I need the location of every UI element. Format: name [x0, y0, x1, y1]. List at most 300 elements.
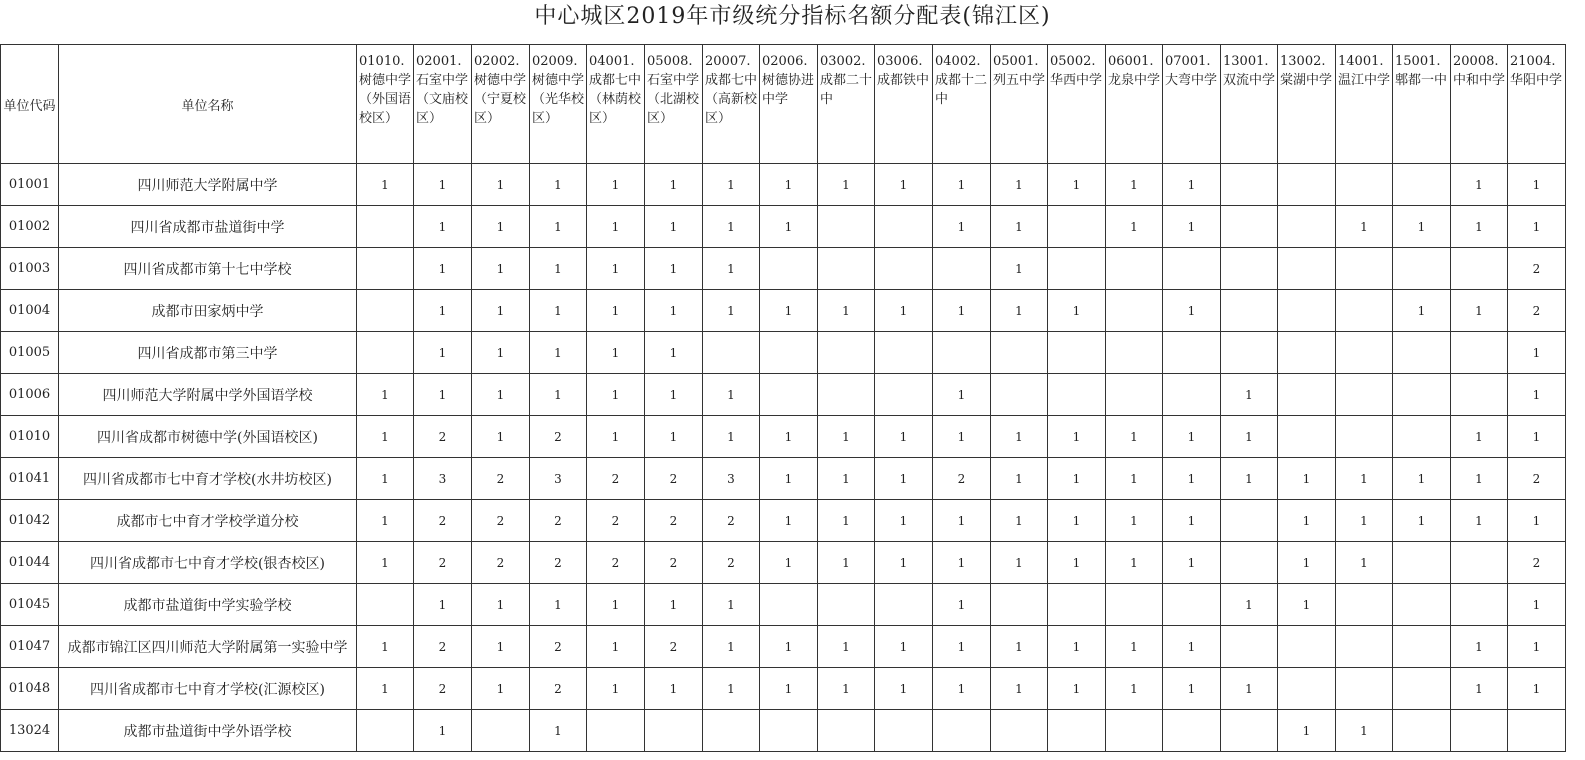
unit-code-cell: 01001 [1, 164, 59, 206]
table-row [1, 164, 1566, 206]
quota-cell [1106, 584, 1163, 626]
table-body [1, 164, 1566, 752]
quota-cell: 1 [1106, 164, 1163, 206]
unit-name-cell: 成都市盐道街中学外语学校 [59, 710, 357, 752]
quota-cell [1278, 332, 1336, 374]
header-school: 03002.成都二十中 [818, 45, 875, 164]
unit-name-cell: 四川省成都市七中育才学校(银杏校区) [59, 542, 357, 584]
quota-cell: 1 [875, 626, 933, 668]
quota-cell: 1 [645, 332, 703, 374]
quota-cell: 1 [760, 458, 818, 500]
header-row [1, 45, 1566, 164]
quota-cell: 1 [1048, 164, 1106, 206]
quota-cell [1163, 710, 1221, 752]
quota-cell: 1 [818, 500, 875, 542]
quota-cell: 1 [472, 164, 530, 206]
quota-cell: 1 [760, 626, 818, 668]
quota-cell: 1 [357, 668, 414, 710]
quota-cell: 1 [1451, 668, 1508, 710]
quota-cell: 1 [1336, 458, 1393, 500]
quota-cell: 1 [1106, 542, 1163, 584]
header-school: 06001.龙泉中学 [1106, 45, 1163, 164]
quota-cell: 1 [1221, 458, 1278, 500]
quota-cell: 1 [933, 374, 991, 416]
quota-cell: 1 [1163, 290, 1221, 332]
quota-cell: 1 [472, 332, 530, 374]
quota-cell [587, 710, 645, 752]
quota-cell: 2 [414, 542, 472, 584]
quota-cell [1451, 542, 1508, 584]
quota-cell [1336, 374, 1393, 416]
quota-cell [357, 332, 414, 374]
quota-cell: 2 [530, 668, 587, 710]
quota-cell: 1 [1163, 668, 1221, 710]
quota-cell [818, 248, 875, 290]
header-school: 02009.树德中学（光华校区） [530, 45, 587, 164]
quota-cell: 1 [1106, 668, 1163, 710]
quota-cell: 1 [357, 374, 414, 416]
quota-cell: 2 [414, 626, 472, 668]
quota-cell [1048, 332, 1106, 374]
quota-cell: 1 [357, 416, 414, 458]
quota-cell [1393, 710, 1451, 752]
quota-cell [760, 710, 818, 752]
unit-code-cell: 01041 [1, 458, 59, 500]
unit-name-cell: 四川省成都市盐道街中学 [59, 206, 357, 248]
quota-cell: 1 [1048, 458, 1106, 500]
quota-cell [933, 710, 991, 752]
quota-cell [1221, 290, 1278, 332]
quota-cell: 1 [1278, 542, 1336, 584]
quota-cell [357, 584, 414, 626]
quota-cell: 1 [760, 164, 818, 206]
header-school: 01010.树德中学（外国语校区） [357, 45, 414, 164]
quota-cell: 2 [530, 500, 587, 542]
unit-code-cell: 01045 [1, 584, 59, 626]
quota-cell [933, 332, 991, 374]
quota-cell: 1 [703, 668, 760, 710]
quota-cell: 2 [472, 458, 530, 500]
quota-cell [1278, 626, 1336, 668]
quota-cell: 1 [933, 668, 991, 710]
quota-cell [1048, 248, 1106, 290]
unit-name-cell: 四川省成都市树德中学(外国语校区) [59, 416, 357, 458]
header-school: 04002.成都十二中 [933, 45, 991, 164]
unit-code-cell: 01003 [1, 248, 59, 290]
quota-cell: 2 [414, 668, 472, 710]
quota-cell [875, 710, 933, 752]
unit-code-cell: 13024 [1, 710, 59, 752]
unit-code-cell: 01002 [1, 206, 59, 248]
quota-cell: 1 [1336, 500, 1393, 542]
quota-cell: 1 [818, 668, 875, 710]
quota-cell: 1 [414, 584, 472, 626]
quota-cell [818, 710, 875, 752]
table-row [1, 458, 1566, 500]
quota-cell: 2 [414, 416, 472, 458]
quota-cell: 3 [703, 458, 760, 500]
quota-cell: 1 [933, 164, 991, 206]
table-row [1, 710, 1566, 752]
header-school: 07001.大弯中学 [1163, 45, 1221, 164]
quota-cell: 1 [1336, 542, 1393, 584]
quota-cell: 1 [1336, 206, 1393, 248]
quota-cell: 1 [1048, 416, 1106, 458]
quota-cell: 2 [703, 542, 760, 584]
quota-cell: 1 [587, 290, 645, 332]
quota-cell: 1 [1278, 584, 1336, 626]
quota-cell: 1 [703, 416, 760, 458]
quota-cell [875, 248, 933, 290]
quota-cell [1393, 668, 1451, 710]
quota-cell [703, 332, 760, 374]
quota-cell: 1 [818, 458, 875, 500]
quota-cell [1451, 374, 1508, 416]
quota-cell: 1 [645, 206, 703, 248]
quota-cell: 1 [1508, 206, 1566, 248]
quota-cell [1163, 374, 1221, 416]
unit-code-cell: 01010 [1, 416, 59, 458]
quota-cell: 1 [703, 626, 760, 668]
quota-cell [1221, 248, 1278, 290]
quota-cell: 1 [818, 290, 875, 332]
quota-cell [1393, 332, 1451, 374]
quota-cell: 1 [1278, 500, 1336, 542]
quota-cell [1336, 584, 1393, 626]
quota-cell: 1 [933, 206, 991, 248]
quota-cell: 1 [1508, 584, 1566, 626]
quota-cell [818, 374, 875, 416]
quota-cell: 1 [530, 332, 587, 374]
quota-cell: 1 [760, 542, 818, 584]
quota-cell [703, 710, 760, 752]
table-row [1, 416, 1566, 458]
unit-code-cell: 01042 [1, 500, 59, 542]
quota-cell: 1 [1393, 458, 1451, 500]
quota-cell: 1 [933, 290, 991, 332]
quota-cell: 1 [1048, 290, 1106, 332]
quota-cell: 1 [1221, 416, 1278, 458]
quota-cell: 1 [645, 164, 703, 206]
quota-cell [1106, 710, 1163, 752]
quota-cell [1278, 416, 1336, 458]
table-row [1, 626, 1566, 668]
table-row [1, 668, 1566, 710]
quota-cell: 1 [1336, 710, 1393, 752]
quota-cell: 1 [703, 164, 760, 206]
quota-cell: 1 [414, 290, 472, 332]
quota-cell [875, 584, 933, 626]
quota-cell: 2 [587, 542, 645, 584]
quota-cell: 1 [530, 164, 587, 206]
quota-cell: 1 [703, 374, 760, 416]
quota-cell: 1 [1048, 626, 1106, 668]
unit-name-cell: 四川省成都市第十七中学校 [59, 248, 357, 290]
quota-cell [1221, 626, 1278, 668]
quota-cell: 1 [1048, 500, 1106, 542]
quota-cell: 2 [703, 500, 760, 542]
quota-cell [357, 248, 414, 290]
quota-cell [991, 710, 1048, 752]
quota-cell [1393, 416, 1451, 458]
unit-name-cell: 成都市锦江区四川师范大学附属第一实验中学 [59, 626, 357, 668]
quota-cell: 1 [1508, 500, 1566, 542]
header-unit-code: 单位代码 [1, 45, 59, 164]
quota-cell: 1 [414, 332, 472, 374]
unit-name-cell: 四川省成都市第三中学 [59, 332, 357, 374]
quota-cell [1451, 584, 1508, 626]
table-row [1, 542, 1566, 584]
quota-cell: 1 [587, 626, 645, 668]
quota-cell: 1 [1451, 206, 1508, 248]
quota-cell: 1 [991, 542, 1048, 584]
page-title: 中心城区2019年市级统分指标名额分配表(锦江区) [534, 4, 1051, 29]
quota-cell: 1 [760, 206, 818, 248]
quota-cell [1278, 668, 1336, 710]
quota-cell [1278, 374, 1336, 416]
quota-cell [1336, 164, 1393, 206]
unit-code-cell: 01044 [1, 542, 59, 584]
header-school: 15001.郫都一中 [1393, 45, 1451, 164]
quota-cell: 1 [991, 668, 1048, 710]
quota-cell: 1 [1278, 710, 1336, 752]
quota-cell: 1 [357, 542, 414, 584]
quota-cell: 1 [875, 458, 933, 500]
quota-cell: 2 [472, 542, 530, 584]
unit-name-cell: 成都市田家炳中学 [59, 290, 357, 332]
quota-cell: 1 [645, 668, 703, 710]
quota-cell: 1 [1451, 164, 1508, 206]
quota-cell: 1 [472, 416, 530, 458]
quota-cell: 1 [587, 248, 645, 290]
quota-cell [1221, 164, 1278, 206]
quota-cell: 1 [991, 458, 1048, 500]
quota-cell: 1 [875, 500, 933, 542]
quota-cell [760, 584, 818, 626]
unit-name-cell: 成都市七中育才学校学道分校 [59, 500, 357, 542]
unit-name-cell: 四川省成都市七中育才学校(汇源校区) [59, 668, 357, 710]
quota-cell: 1 [703, 290, 760, 332]
quota-cell [760, 332, 818, 374]
unit-name-cell: 四川师范大学附属中学外国语学校 [59, 374, 357, 416]
quota-cell [875, 374, 933, 416]
quota-cell: 2 [933, 458, 991, 500]
quota-cell: 1 [875, 416, 933, 458]
quota-cell: 1 [357, 500, 414, 542]
quota-cell: 1 [587, 164, 645, 206]
quota-cell [1221, 710, 1278, 752]
quota-cell: 1 [1163, 542, 1221, 584]
quota-cell: 2 [1508, 290, 1566, 332]
header-school: 05008.石室中学（北湖校区） [645, 45, 703, 164]
quota-cell: 1 [530, 206, 587, 248]
quota-cell: 1 [818, 626, 875, 668]
quota-cell [760, 248, 818, 290]
quota-cell: 1 [1221, 584, 1278, 626]
quota-cell: 1 [472, 248, 530, 290]
header-school: 13001.双流中学 [1221, 45, 1278, 164]
header-school: 02002.树德中学（宁夏校区） [472, 45, 530, 164]
quota-cell: 1 [933, 626, 991, 668]
quota-cell: 2 [530, 416, 587, 458]
table-row [1, 500, 1566, 542]
header-school: 21004.华阳中学 [1508, 45, 1566, 164]
quota-cell [875, 206, 933, 248]
quota-cell [1278, 164, 1336, 206]
header-school: 03006.成都铁中 [875, 45, 933, 164]
quota-cell: 1 [1163, 458, 1221, 500]
quota-cell: 1 [1163, 626, 1221, 668]
header-school: 02001.石室中学（文庙校区） [414, 45, 472, 164]
quota-cell: 1 [530, 248, 587, 290]
quota-cell: 3 [530, 458, 587, 500]
quota-cell [991, 332, 1048, 374]
quota-cell: 1 [1163, 500, 1221, 542]
quota-cell: 2 [472, 500, 530, 542]
quota-cell: 2 [645, 500, 703, 542]
quota-cell [1106, 290, 1163, 332]
quota-cell [991, 374, 1048, 416]
quota-cell: 1 [530, 290, 587, 332]
quota-cell [1278, 290, 1336, 332]
quota-cell: 1 [875, 668, 933, 710]
quota-cell: 1 [414, 374, 472, 416]
quota-cell: 1 [1451, 500, 1508, 542]
quota-cell [1278, 206, 1336, 248]
quota-cell: 1 [1278, 458, 1336, 500]
header-school: 20007.成都七中（高新校区） [703, 45, 760, 164]
quota-cell [1451, 332, 1508, 374]
quota-cell: 1 [991, 164, 1048, 206]
quota-cell: 1 [472, 374, 530, 416]
quota-cell: 1 [875, 164, 933, 206]
quota-cell [991, 584, 1048, 626]
quota-cell: 1 [760, 416, 818, 458]
quota-cell [818, 332, 875, 374]
quota-cell [818, 584, 875, 626]
quota-cell: 1 [991, 206, 1048, 248]
unit-name-cell: 成都市盐道街中学实验学校 [59, 584, 357, 626]
quota-cell: 1 [933, 500, 991, 542]
unit-code-cell: 01048 [1, 668, 59, 710]
quota-cell [1393, 374, 1451, 416]
quota-cell: 1 [1451, 290, 1508, 332]
header-school: 20008.中和中学 [1451, 45, 1508, 164]
quota-cell: 2 [414, 500, 472, 542]
quota-cell: 1 [703, 584, 760, 626]
quota-cell [1336, 416, 1393, 458]
quota-cell: 1 [875, 542, 933, 584]
quota-cell [1048, 374, 1106, 416]
unit-code-cell: 01006 [1, 374, 59, 416]
quota-cell: 1 [818, 164, 875, 206]
quota-cell: 1 [414, 206, 472, 248]
quota-cell: 1 [1508, 164, 1566, 206]
quota-cell: 1 [1451, 626, 1508, 668]
quota-cell: 1 [1048, 668, 1106, 710]
unit-name-cell: 四川省成都市七中育才学校(水井坊校区) [59, 458, 357, 500]
quota-cell: 1 [587, 416, 645, 458]
table-row [1, 248, 1566, 290]
quota-cell [1106, 248, 1163, 290]
header-unit-name: 单位名称 [59, 45, 357, 164]
quota-cell: 3 [414, 458, 472, 500]
quota-cell: 1 [1221, 374, 1278, 416]
header-school: 05001.列五中学 [991, 45, 1048, 164]
quota-cell: 1 [703, 248, 760, 290]
quota-cell: 1 [1048, 542, 1106, 584]
quota-cell [1393, 626, 1451, 668]
quota-cell [1221, 206, 1278, 248]
quota-cell: 1 [1508, 626, 1566, 668]
quota-cell: 1 [530, 374, 587, 416]
quota-cell [1393, 542, 1451, 584]
quota-cell: 1 [991, 248, 1048, 290]
quota-cell: 1 [645, 290, 703, 332]
quota-cell: 1 [760, 668, 818, 710]
quota-cell [1393, 584, 1451, 626]
quota-cell: 1 [1393, 500, 1451, 542]
quota-cell [1163, 332, 1221, 374]
quota-cell: 1 [991, 416, 1048, 458]
quota-cell: 1 [587, 668, 645, 710]
header-school: 04001.成都七中（林荫校区） [587, 45, 645, 164]
quota-cell [357, 206, 414, 248]
quota-cell: 2 [1508, 458, 1566, 500]
quota-cell [1048, 206, 1106, 248]
quota-cell [933, 248, 991, 290]
quota-cell: 2 [645, 542, 703, 584]
quota-cell [1221, 332, 1278, 374]
quota-table [0, 44, 1566, 752]
quota-cell: 1 [818, 542, 875, 584]
quota-cell [1336, 626, 1393, 668]
quota-cell: 1 [587, 374, 645, 416]
quota-cell: 1 [587, 206, 645, 248]
quota-cell [1336, 290, 1393, 332]
quota-cell: 1 [1221, 668, 1278, 710]
quota-cell: 1 [760, 290, 818, 332]
quota-cell: 1 [472, 206, 530, 248]
quota-cell: 1 [645, 416, 703, 458]
quota-cell [472, 710, 530, 752]
quota-cell: 1 [472, 584, 530, 626]
quota-cell: 1 [1393, 206, 1451, 248]
quota-cell: 1 [1106, 500, 1163, 542]
unit-code-cell: 01004 [1, 290, 59, 332]
quota-cell: 1 [991, 290, 1048, 332]
header-school: 14001.温江中学 [1336, 45, 1393, 164]
quota-cell: 1 [1508, 668, 1566, 710]
quota-cell: 1 [472, 290, 530, 332]
quota-cell: 1 [645, 584, 703, 626]
quota-cell [357, 290, 414, 332]
quota-cell: 1 [991, 626, 1048, 668]
header-school: 13002.棠湖中学 [1278, 45, 1336, 164]
quota-cell: 2 [1508, 248, 1566, 290]
quota-cell [1278, 248, 1336, 290]
quota-cell: 1 [357, 458, 414, 500]
quota-cell: 1 [818, 416, 875, 458]
quota-cell: 1 [1106, 416, 1163, 458]
quota-cell [1451, 248, 1508, 290]
quota-cell: 1 [1106, 458, 1163, 500]
quota-cell: 1 [1106, 206, 1163, 248]
quota-cell: 1 [1393, 290, 1451, 332]
quota-cell [1048, 584, 1106, 626]
quota-cell: 1 [1106, 626, 1163, 668]
quota-cell: 2 [645, 626, 703, 668]
